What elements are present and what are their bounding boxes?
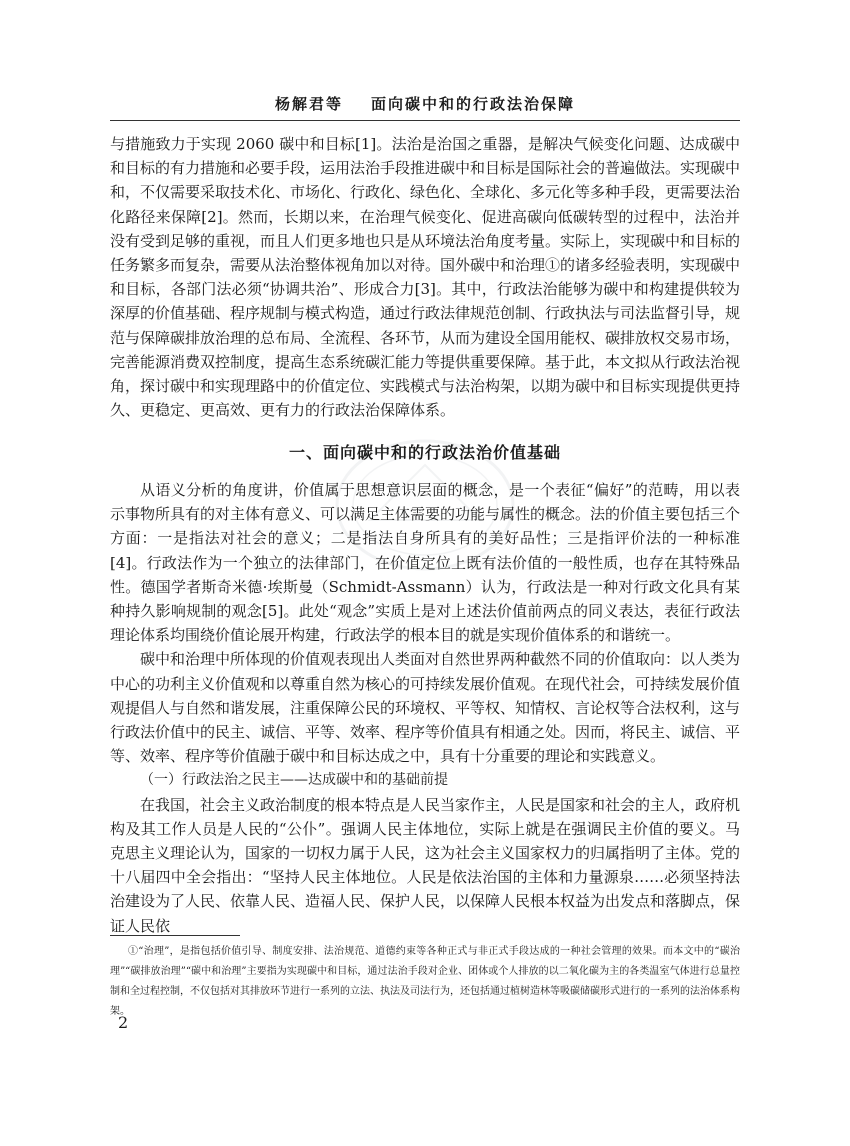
page-number: 2 [118, 1013, 129, 1032]
section-paragraph-1: 从语义分析的角度讲，价值属于思想意识层面的概念，是一个表征“偏好”的范畴，用以表示事物所具有的对主体有意义、可以满足主体需要的功能与属性的概念。法的价值主要包括三个方面：一是指法对社会的意义；二是指法自身所具有的美好品性；三是指评价法的一种标准[4]。行政法作为一个独立的法律部门，在价值定位上既有法价值的一般性质，也存在其特殊品性。德国学者斯奇米德·埃斯曼（Schmidt-Assmann）认为，行政法是一种对行政文化具有某种持久影响规制的观念[5]。此处“观念”实质上是对上述法价值前两点的同义表达，表征行政法理论体系均围绕价值论展开构建，行政法学的根本目的就是实现价值体系的和谐统一。 [110, 481, 741, 645]
section-heading: 一、面向碳中和的行政法治价值基础 [288, 443, 561, 462]
running-header [110, 93, 740, 114]
section-paragraph-2: 碳中和治理中所体现的价值观表现出人类面对自然世界两种截然不同的价值取向：以人类为中心的功利主义价值观和以尊重自然为核心的可持续发展价值观。在现代社会，可持续发展价值观提倡人与自然和谐发展，注重保障公民的环境权、平等权、知情权、言论权等合法权利，这与行政法价值中的民主、诚信、平等、效率、程序等价值具有相通之处。因而，将民主、诚信、平等、效率、程序等价值融于碳中和目标达成之中，具有十分重要的理论和实践意义。 [110, 650, 741, 766]
footnote-rule [110, 935, 240, 936]
section-body [110, 478, 740, 938]
header-article-title: 面向碳中和的行政法治保障 [371, 95, 576, 113]
intro-block [110, 132, 740, 422]
intro-paragraph: 与措施致力于实现 2060 碳中和目标[1]。法治是治国之重器，是解决气候变化问题、达成碳中和目标的有力措施和必要手段，运用法治手段推进碳中和目标是国际社会的普遍做法。实现碳中和，不仅需要采取技术化、市场化、行政化、绿色化、全球化、多元化等多种手段，更需要法治化路径来保障[2]。然而，长期以来，在治理气候变化、促进高碳向低碳转型的过程中，法治并没有受到足够的重视，而且人们更多地也只是从环境法治角度考量。实际上，实现碳中和目标的任务繁多而复杂，需要从法治整体视角加以对待。国外碳中和治理①的诸多经验表明，实现碳中和目标，各部门法必须“协调共治”、形成合力[3]。其中，行政法治能够为碳中和构建提供较为深厚的价值基础、程序规制与模式构造，通过行政法律规范创制、行政执法与司法监督引导，规范与保障碳排放治理的总布局、全流程、各环节，从而为建设全国用能权、碳排放权交易市场，完善能源消费双控制度，提高生态系统碳汇能力等提供重要保障。基于此，本文拟从行政法治视角，探讨碳中和实现理路中的价值定位、实践模式与法治构架，以期为碳中和目标实现提供更持久、更稳定、更高效、更有力的行政法治保障体系。 [110, 135, 741, 420]
section-paragraph-3: 在我国，社会主义政治制度的根本特点是人民当家作主，人民是国家和社会的主人，政府机构及其工作人员是人民的“公仆”。强调人民主体地位，实际上就是在强调民主价值的要义。马克思主义理论认为，国家的一切权力属于人民，这为社会主义国家权力的归属指明了主体。党的十八届四中全会指出：“坚持人民主体地位。人民是依法治国的主体和力量源泉……必须坚持法治建设为了人民、依靠人民、造福人民、保护人民，以保障人民根本权益为出发点和落脚点，保证人民依 [110, 795, 741, 935]
footnote: ①“治理”，是指包括价值引导、制度安排、法治规范、道德约束等各种正式与非正式手段达成的一种社会管理的效果。而本文中的“碳治理”“碳排放治理”“碳中和治理”主要指为实现碳中和目标，通过法治手段对企业、团体或个人排放的以二氧化碳为主的各类温室气体进行总量控制和全过程控制，不仅包括对其排放环节进行一系列的立法、执法及司法行为，还包括通过植树造林等吸碳储碳形式进行的一系列的法治体系构架。 [110, 946, 740, 1017]
header-authors: 杨解君等 [274, 95, 343, 113]
header-rule [110, 120, 740, 121]
subsection-heading: （一）行政法治之民主——达成碳中和的基础前提 [140, 772, 448, 789]
